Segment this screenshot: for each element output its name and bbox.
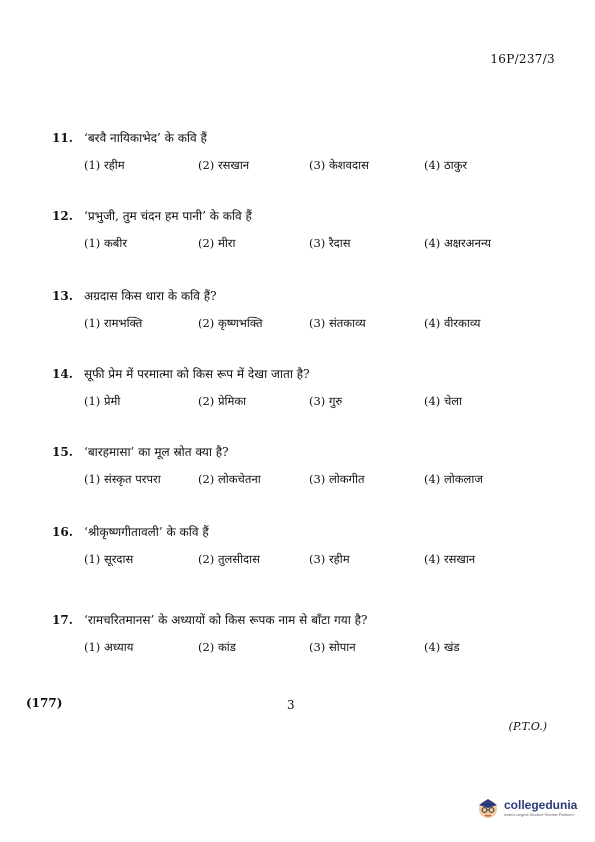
option-1: (1) अध्याय — [84, 640, 134, 654]
option-3: (3) सोपान — [309, 640, 356, 654]
option-1: (1) कबीर — [84, 236, 128, 250]
question-16 — [52, 524, 552, 570]
option-3: (3) रैदास — [309, 236, 351, 250]
question-15 — [52, 444, 552, 490]
option-3: (3) गुरु — [309, 394, 343, 408]
question-14 — [52, 366, 552, 412]
option-3: (3) लोकगीत — [309, 472, 365, 486]
question-number: 12. — [52, 209, 73, 223]
option-2: (2) कांड — [198, 640, 236, 654]
option-1: (1) प्रेमी — [84, 394, 121, 408]
collegedunia-watermark — [476, 796, 577, 820]
option-4: (4) लोकलाज — [424, 472, 483, 486]
brand-name: collegedunia — [504, 798, 578, 812]
option-4: (4) अक्षरअनन्य — [424, 236, 491, 250]
page-number: 3 — [287, 698, 295, 712]
question-text: सूफी प्रेम में परमात्मा को किस रूप में देखा जाता है? — [84, 367, 310, 381]
brand-tagline: India's largest Student Review Platform — [504, 812, 574, 817]
option-2: (2) तुलसीदास — [198, 552, 260, 566]
option-2: (2) मीरा — [198, 236, 236, 250]
option-4: (4) रसखान — [424, 552, 476, 566]
question-text: ‘प्रभुजी, तुम चंदन हम पानी’ के कवि हैं — [84, 209, 252, 223]
question-17 — [52, 612, 552, 658]
option-4: (4) वीरकाव्य — [424, 316, 481, 330]
option-1: (1) रहीम — [84, 158, 125, 172]
option-1: (1) संस्कृत परपरा — [84, 472, 161, 486]
question-number: 11. — [52, 131, 73, 145]
question-number: 16. — [52, 525, 73, 539]
option-1: (1) सूरदास — [84, 552, 134, 566]
option-4: (4) ठाकुर — [424, 158, 468, 172]
question-13 — [52, 288, 552, 334]
question-number: 13. — [52, 289, 73, 303]
question-text: ‘बारहमासा’ का मूल स्रोत क्या है? — [84, 445, 229, 459]
question-number: 15. — [52, 445, 73, 459]
option-3: (3) रहीम — [309, 552, 350, 566]
option-4: (4) चेला — [424, 394, 463, 408]
question-text: ‘बरवै नायिकाभेद’ के कवि हैं — [84, 131, 207, 145]
option-2: (2) प्रेमिका — [198, 394, 247, 408]
paper-code: 16P/237/3 — [490, 52, 555, 66]
question-number: 14. — [52, 367, 73, 381]
option-2: (2) कृष्णभक्ति — [198, 316, 263, 330]
option-3: (3) केशवदास — [309, 158, 369, 172]
option-4: (4) खंड — [424, 640, 460, 654]
question-text: ‘श्रीकृष्णगीतावली’ के कवि हैं — [84, 525, 209, 539]
student-mascot-icon — [476, 796, 500, 820]
question-11 — [52, 130, 552, 176]
question-text: अग्रदास किस धारा के कवि हैं? — [84, 289, 217, 303]
option-2: (2) लोकचेतना — [198, 472, 261, 486]
booklet-code: (177) — [26, 696, 63, 710]
option-2: (2) रसखान — [198, 158, 250, 172]
pto-note: (P.T.O.) — [508, 720, 547, 733]
option-1: (1) रामभक्ति — [84, 316, 143, 330]
question-text: ‘रामचरितमानस’ के अध्यायों को किस रूपक नाम से बाँटा गया है? — [84, 613, 368, 627]
option-3: (3) संतकाव्य — [309, 316, 366, 330]
question-number: 17. — [52, 613, 73, 627]
question-12 — [52, 208, 552, 254]
